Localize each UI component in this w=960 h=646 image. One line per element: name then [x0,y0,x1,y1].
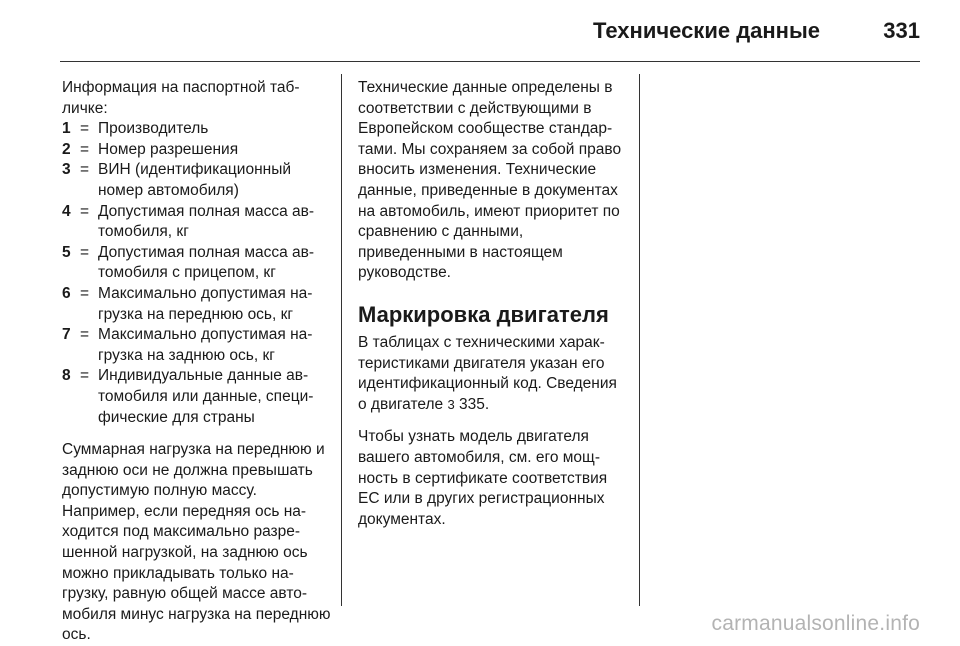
legend-equals: = [80,367,90,385]
legend-number: 1 [62,120,71,138]
legend-text: Максимально допустимая нагрузка на заднюю ось, кг [98,326,313,364]
legend-number: 6 [62,284,71,302]
legend-equals: = [80,326,90,344]
legend-number: 8 [62,367,71,385]
page-reference-link[interactable] [447,396,489,413]
legend-number: 5 [62,243,71,261]
header-rule [60,61,920,62]
legend-number: 4 [62,202,71,220]
legend-item [62,160,332,201]
legend-text: Производитель [98,120,209,138]
legend-text: Максимально допустимая нагрузка на переднюю ось, кг [98,284,313,323]
legend-text: ВИН (идентификационный номер автомобиля) [98,161,292,199]
legend-number: 2 [62,140,71,158]
legend-number: 7 [62,326,71,344]
watermark: carmanualsonline.info [711,612,920,635]
page-header-title: Технические данные [593,18,820,43]
legend-text: Индивидуальные данные автомобиля или данные, специфические для страны [98,367,314,426]
legend-text: Допустимая полная масса автомобиля с прицепом, кг [98,243,315,282]
spec-note-paragraph: Технические данные определены в соответствии с действующими в Европейском сообществе стандартами. Мы сохраняем за собой право вносить изменения. Технические данные, приведенные в документах на автомобиль, имеют приоритет по сравнению с данными, приведенными в настоящем руководстве. [358,79,622,282]
legend-equals: = [80,202,90,220]
page-ref-number: 335. [459,395,490,413]
load-note-paragraph: Суммарная нагрузка на переднюю и заднюю оси не должна превышать допустимую полную массу. Например, если передняя ось находится под максимально разрешенной нагрузкой, на заднюю ось можно прикладывать только нагрузку, равную общей массе автомобиля минус нагрузка на переднюю ось. [62,441,331,644]
legend-item [62,366,332,428]
page-ref-arrow-icon: 3 [447,396,455,412]
legend-number: 3 [62,161,71,179]
column-left [62,78,332,646]
plate-intro: Информация на паспортной табличке: [62,79,300,117]
legend-item [62,202,332,243]
engine-id-paragraph [358,333,626,415]
legend-equals: = [80,161,90,179]
page-number: 331 [883,18,920,43]
legend-item [62,243,332,284]
column-divider-left [341,74,342,606]
legend-item [62,284,332,325]
legend-text: Допустимая полная масса автомобиля, кг [98,202,315,241]
legend-equals: = [80,140,90,158]
legend-item [62,325,332,366]
legend-item [62,140,332,161]
legend-item [62,119,332,140]
legend-text: Номер разрешения [98,140,239,158]
engine-model-paragraph: Чтобы узнать модель двигателя вашего автомобиля, см. его мощность в сертификате соответствия ЕС или в других регистрационных документах. [358,428,608,528]
column-divider-right [639,74,640,606]
engine-id-text: В таблицах с техническими характеристиками двигателя указан его идентификационный код. Сведения о двигателе [358,333,617,413]
column-middle [358,78,626,530]
legend-equals: = [80,243,90,261]
plate-legend [62,119,332,428]
legend-equals: = [80,120,90,138]
legend-equals: = [80,284,90,302]
section-heading-engine: Маркировка двигателя [358,301,609,327]
